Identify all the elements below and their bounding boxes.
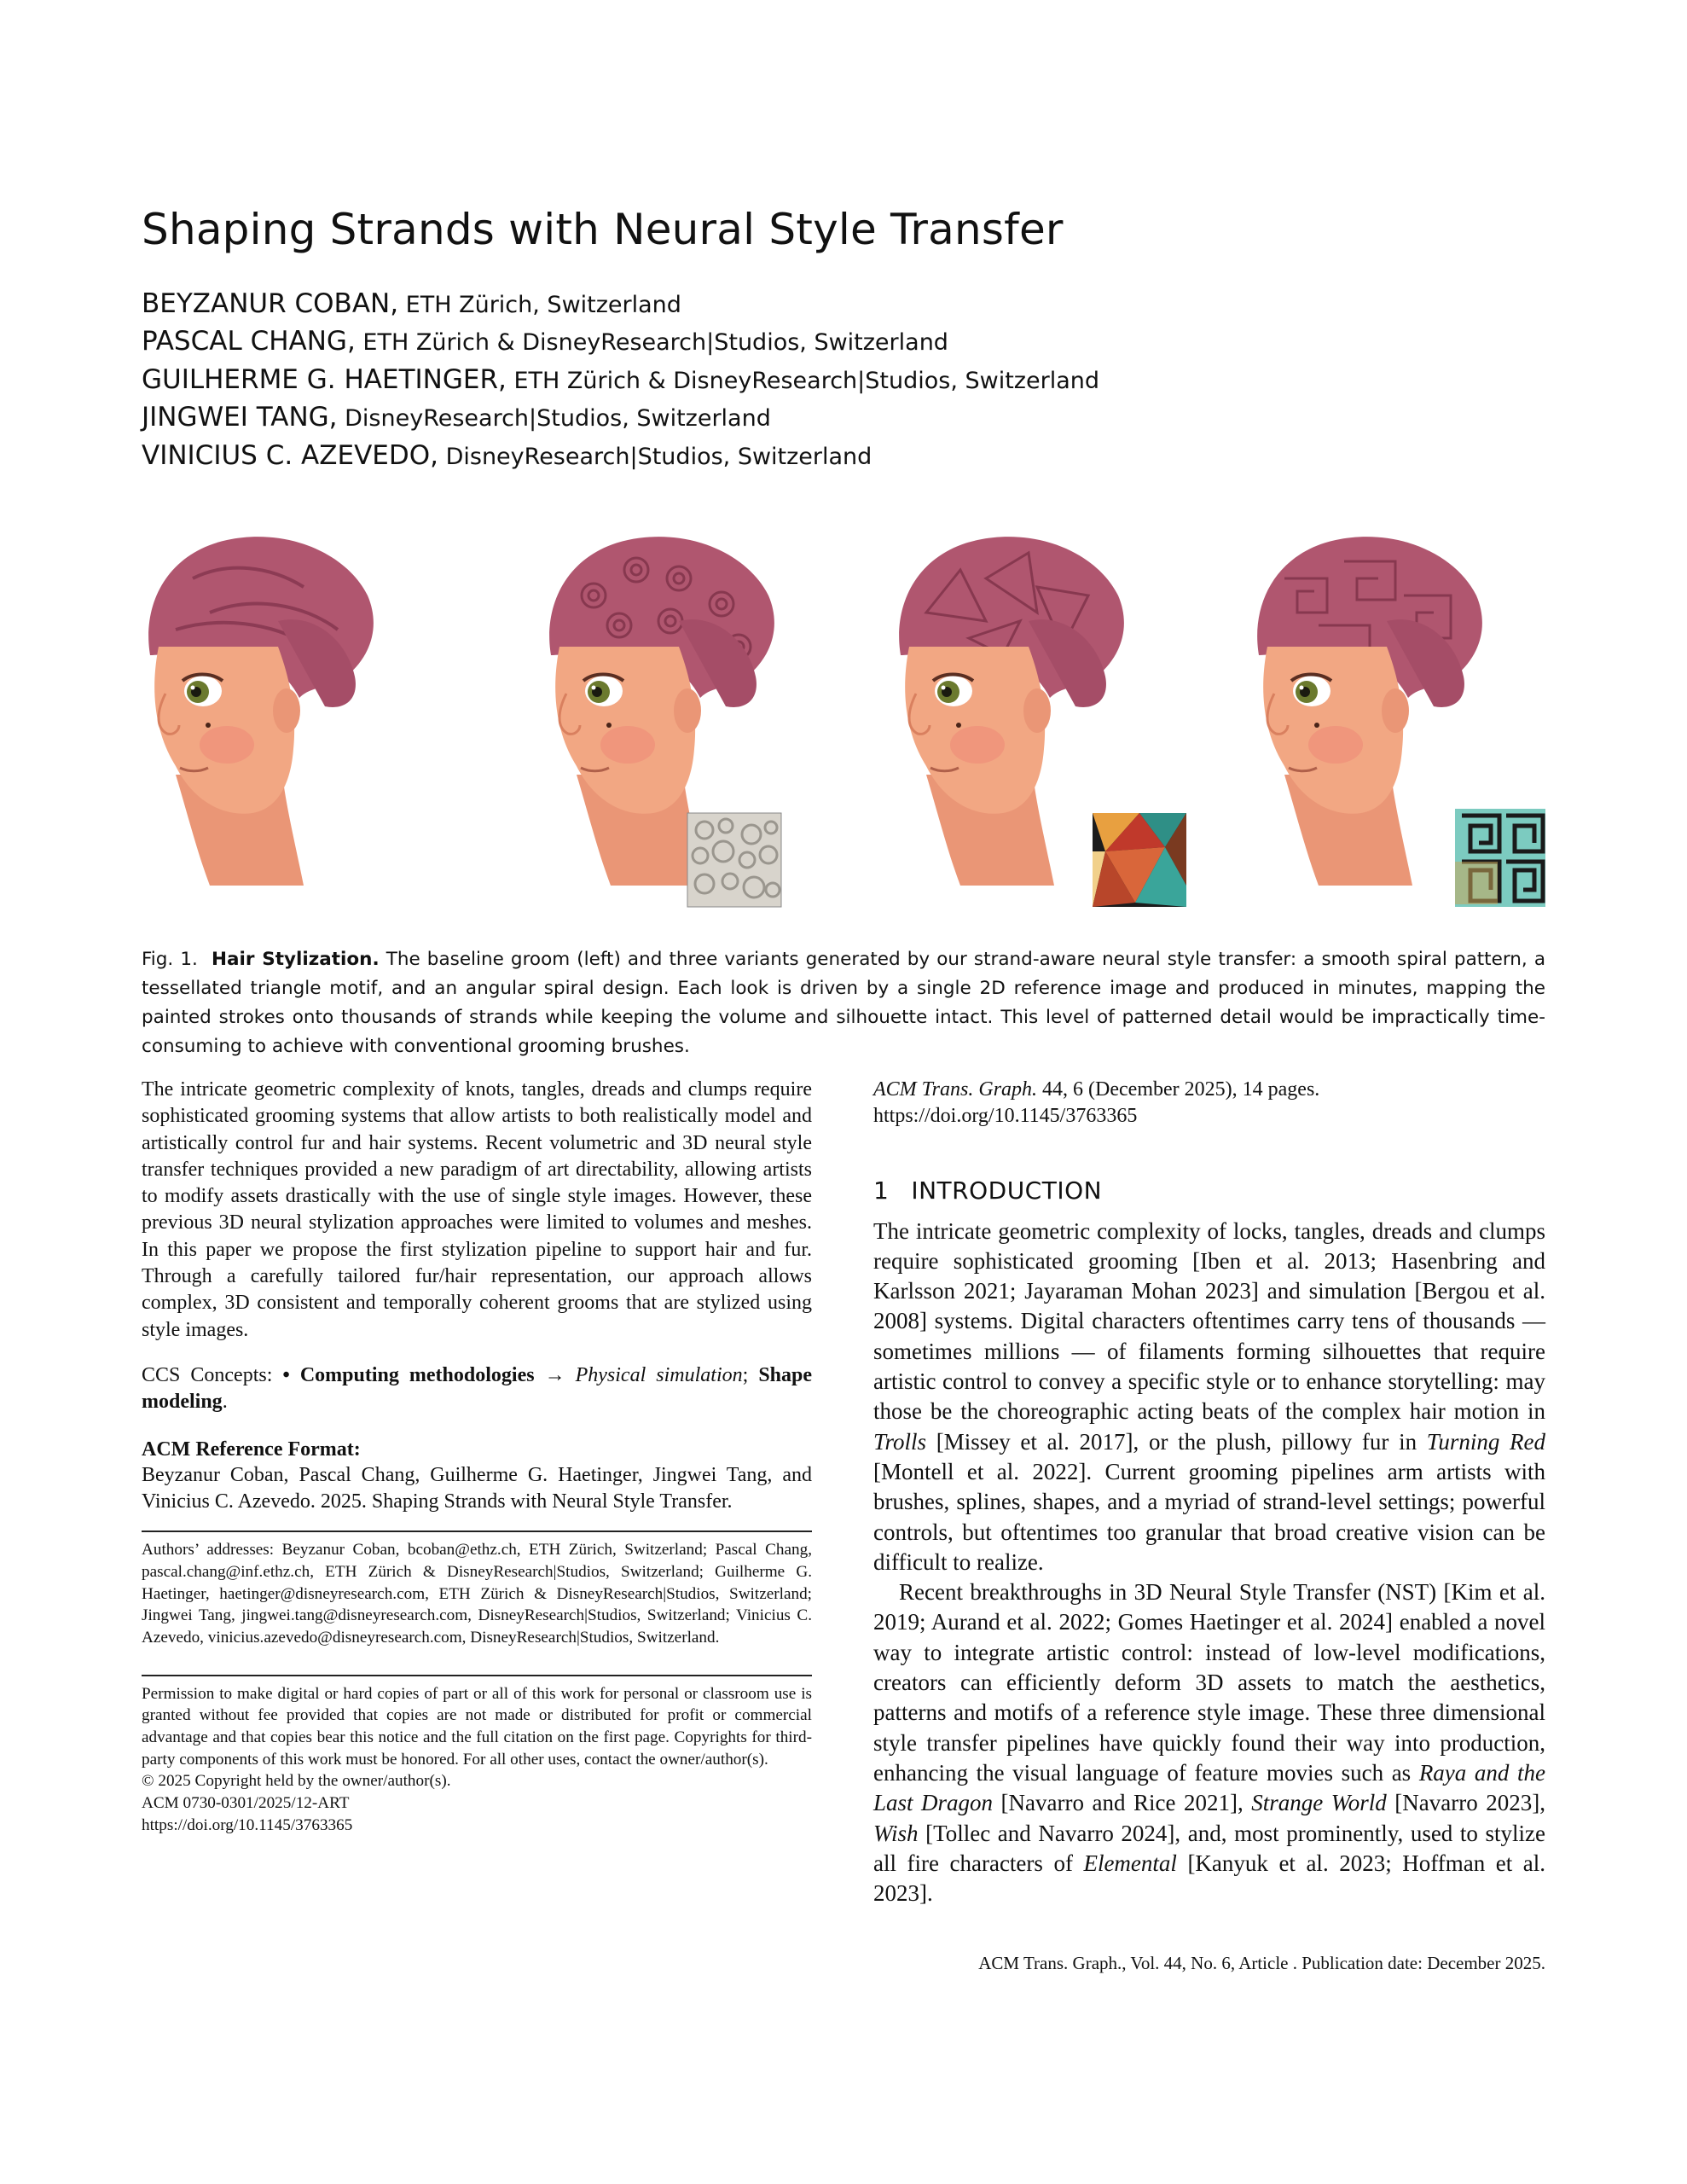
permission-text: Permission to make digital or hard copies of part or all of this work for personal or classroom use is granted without fee provided that copies are not made or distributed for profit or commercial advantage and that copies bear this notice and the full citation on the first page. Copyrights for third-party components of this work must be honored. For all other uses, contact the owner/author(s).	[142, 1684, 812, 1769]
acm-number: ACM 0730-0301/2025/12-ART	[142, 1794, 350, 1813]
ccs-arrow: →	[534, 1363, 576, 1386]
author-4	[142, 402, 771, 433]
figure-caption	[142, 945, 1545, 1061]
ccs-concept-1: Computing methodologies	[299, 1363, 535, 1386]
author-affiliation: ETH Zürich & DisneyResearch|Studios, Switzerland	[355, 329, 948, 356]
figure-text: The baseline groom (left) and three variants generated by our strand-aware neural style transfer: a smooth spiral pattern, a tessellated triangle motif, and an angular spiral design. Each look is driven by a single 2D reference image and produced in minutes, mapping the painted strokes onto thousands of strands while keeping the volume and silhouette intact. This level of patterned detail would be impractically time-consuming to achieve with conventional grooming brushes.	[142, 949, 1546, 1057]
text-run: [Navarro and Rice 2021],	[993, 1790, 1252, 1816]
head-baseline	[148, 537, 374, 886]
film-title: Turning Red	[1426, 1428, 1545, 1455]
left-column	[142, 1077, 812, 1837]
ccs-bullet: •	[282, 1363, 300, 1386]
ccs-end: .	[222, 1391, 228, 1414]
figure-label: Fig. 1.	[142, 949, 198, 970]
film-title: Elemental	[1083, 1850, 1177, 1876]
text-run: [Navarro 2023],	[1386, 1790, 1546, 1816]
author-name: VINICIUS C. AZEVEDO,	[142, 440, 438, 471]
style-thumbnail-triangles	[1093, 813, 1186, 907]
text-run: [Kanyuk et al. 2023; Hoffman et al. 2023].	[873, 1850, 1545, 1907]
author-affiliation: DisneyResearch|Studios, Switzerland	[438, 444, 872, 470]
text-run: The intricate geometric complexity of locks, tangles, dreads and clumps require sophisticated grooming [Iben et al. 2013; Hasenbring and Karlsson 2021; Jayaraman Mohan 2023] and simulation [Bergou et al. 2008] systems. Digital characters oftentimes carry tens of thousands — sometimes millions — of filaments forming silhouettes that require artistic control to convey a specific style or to enhance storytelling: may those be the choreographic acting beats of the complex hair motion in	[873, 1217, 1545, 1425]
intro-paragraph-1	[873, 1217, 1545, 1578]
film-title: Strange World	[1251, 1790, 1387, 1816]
reference-heading: ACM Reference Format:	[142, 1438, 361, 1461]
teaser-figure	[142, 527, 1545, 911]
head-angular	[1257, 537, 1545, 907]
text-run: Recent breakthroughs in 3D Neural Style Transfer (NST) [Kim et al. 2019; Aurand et al. 2022; Gomes Haetinger et al. 2024] enabled a novel way to integrate artistic control: instead of low-level modifications, creators can efficiently deform 3D assets to match the aesthetics, patterns and motifs of a reference style image. These three dimensional style transfer pipelines have quickly found their way into production, enhancing the visual language of feature movies such as	[873, 1579, 1545, 1786]
author-addresses: Authors’ addresses: Beyzanur Coban, bcoban@ethz.ch, ETH Zürich, Switzerland; Pascal Chang, pascal.chang@inf.ethz.ch, ETH Zürich & DisneyResearch|Studios, Switzerland; Guilherme G. Haetinger, haetinger@disneyresearch.com, ETH Zürich & DisneyResearch|Studios, Switzerland; Jingwei Tang, jingwei.tang@disneyresearch.com, DisneyResearch|Studios, Switzerland; Vinicius C. Azevedo, vinicius.azevedo@disneyresearch.com, DisneyResearch|Studios, Switzerland.	[142, 1541, 812, 1647]
doi-link[interactable]: https://doi.org/10.1145/3763365	[142, 1815, 353, 1834]
ccs-prefix: CCS Concepts:	[142, 1363, 283, 1386]
section-number: 1	[873, 1176, 890, 1205]
copyright-line: © 2025 Copyright held by the owner/author(s).	[142, 1772, 451, 1791]
author-affiliation: ETH Zürich, Switzerland	[398, 292, 681, 318]
ccs-concepts	[142, 1362, 812, 1416]
author-1	[142, 288, 681, 319]
journal-name: ACM Trans. Graph.	[873, 1078, 1038, 1101]
section-title: INTRODUCTION	[911, 1176, 1103, 1205]
text-run: [Missey et al. 2017], or the plush, pillowy fur in	[926, 1428, 1427, 1455]
page-footer: ACM Trans. Graph., Vol. 44, No. 6, Article . Publication date: December 2025.	[978, 1953, 1545, 1973]
author-5	[142, 440, 872, 471]
author-2	[142, 326, 948, 357]
section-heading	[873, 1176, 1545, 1205]
right-column	[873, 1077, 1545, 1908]
author-3	[142, 364, 1099, 395]
author-name: BEYZANUR COBAN,	[142, 288, 399, 319]
divider	[142, 1531, 812, 1532]
ccs-concept-3: Shape modeling	[142, 1363, 813, 1414]
divider	[142, 1675, 812, 1676]
author-name: JINGWEI TANG,	[142, 402, 338, 433]
intro-paragraph-2	[873, 1577, 1545, 1908]
reference-continuation	[873, 1077, 1545, 1130]
figure-title: Hair Stylization.	[212, 949, 380, 970]
reference-text: Beyzanur Coban, Pascal Chang, Guilherme G. Haetinger, Jingwei Tang, and Vinicius C. Azevedo. 2025. Shaping Strands with Neural Style Transfer.	[142, 1463, 812, 1513]
ccs-concept-2: Physical simulation	[575, 1363, 743, 1386]
text-run: [Tollec and Navarro 2024], and, most prominently, used to stylize all fire characters of	[873, 1820, 1545, 1876]
text-run: [Montell et al. 2022]. Current grooming pipelines arm artists with brushes, splines, shapes, and a myriad of strand-level settings; powerful controls, but oftentimes too granular that broad creative vision can be difficult to realize.	[873, 1458, 1545, 1575]
film-title: Raya and the Last Dragon	[873, 1759, 1545, 1816]
author-affiliation: DisneyResearch|Studios, Switzerland	[337, 405, 771, 432]
reference-details: 44, 6 (December 2025), 14 pages. https://doi.org/10.1145/3763365	[873, 1078, 1320, 1128]
head-spiral	[549, 537, 781, 907]
head-triangles	[899, 537, 1186, 907]
author-name: PASCAL CHANG,	[142, 326, 356, 357]
author-affiliation: ETH Zürich & DisneyResearch|Studios, Switzerland	[506, 368, 1099, 394]
ccs-separator: ;	[742, 1363, 759, 1386]
style-thumbnail-angular	[1455, 809, 1545, 907]
film-title: Trolls	[873, 1428, 927, 1455]
paper-title: Shaping Strands with Neural Style Transfer	[142, 205, 1064, 254]
author-name: GUILHERME G. HAETINGER,	[142, 364, 507, 395]
abstract: The intricate geometric complexity of knots, tangles, dreads and clumps require sophisticated grooming systems that allow artists to both realistically model and artistically control fur and hair systems. Recent volumetric and 3D neural style transfer techniques provided a new paradigm of art directability, allowing artists to modify assets drastically with the use of single style images. However, these previous 3D neural stylization approaches were limited to volumes and meshes. In this paper we propose the first stylization pipeline to support hair and fur. Through a carefully tailored fur/hair representation, our approach allows complex, 3D consistent and temporally coherent grooms that are stylized using style images.	[142, 1078, 812, 1341]
film-title: Wish	[873, 1820, 919, 1846]
